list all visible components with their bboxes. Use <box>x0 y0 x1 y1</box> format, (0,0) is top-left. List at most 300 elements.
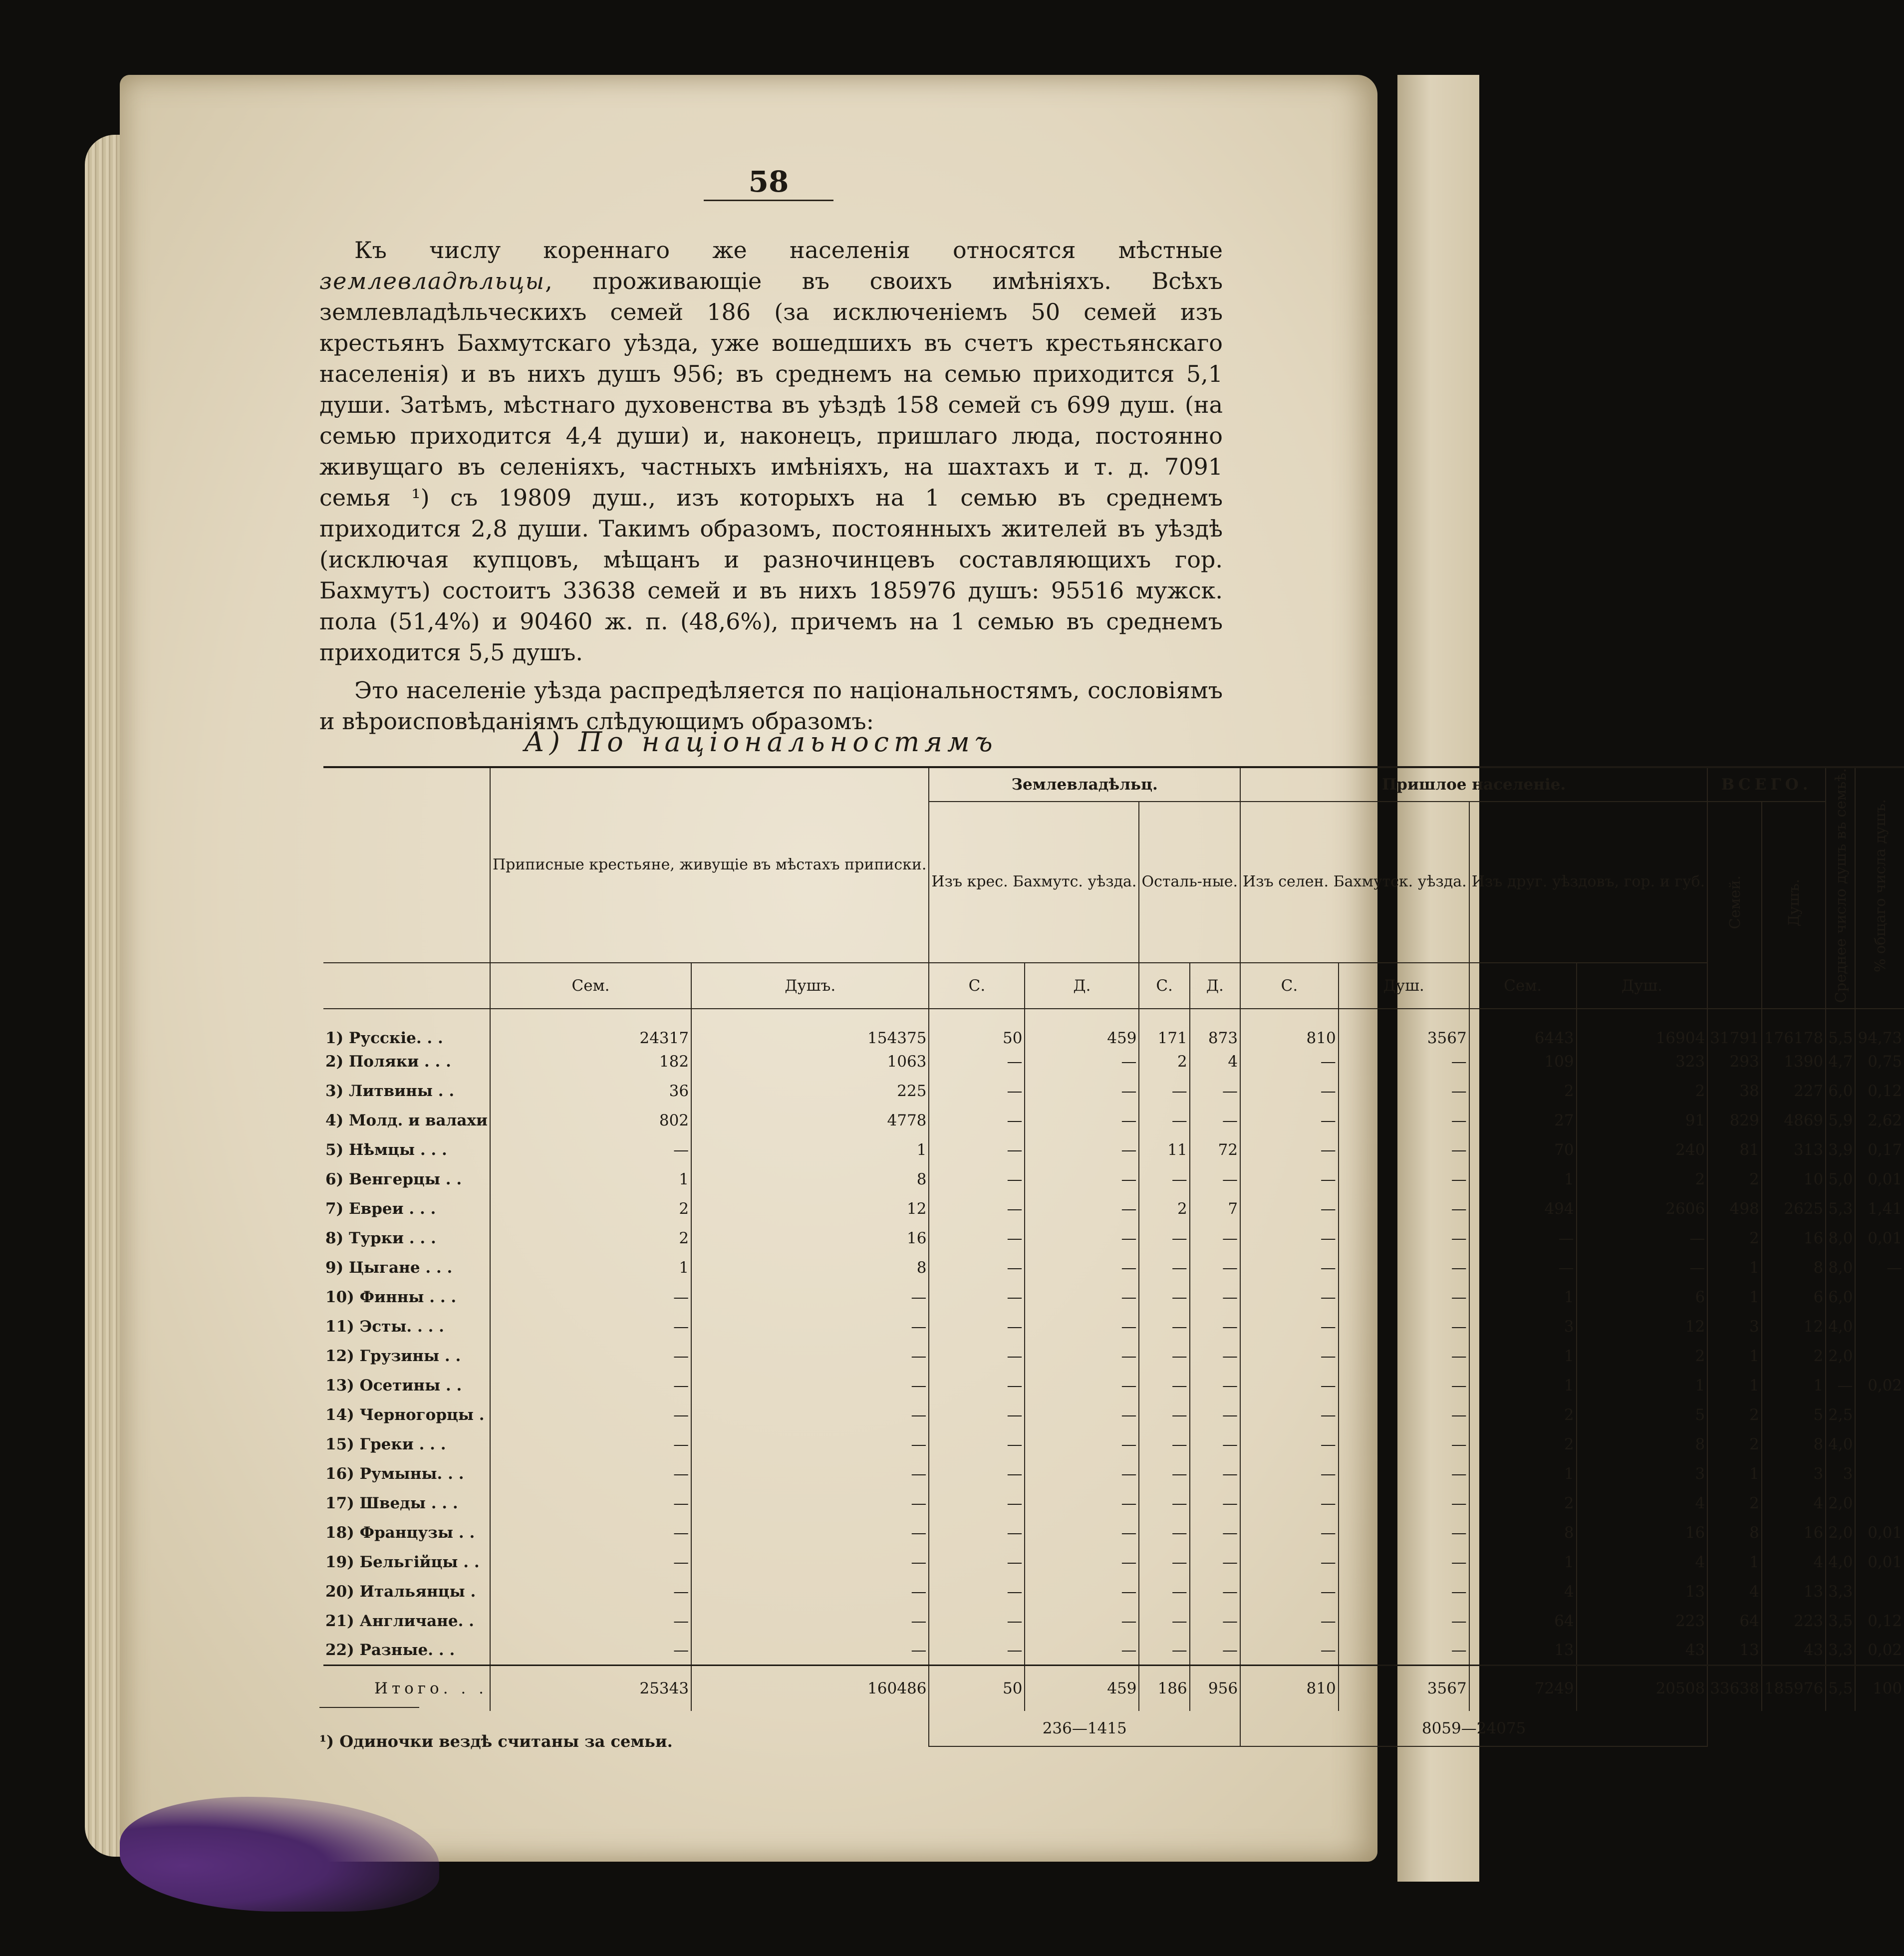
table-cell: — <box>1339 1135 1469 1165</box>
table-cell: 4 <box>1577 1489 1708 1518</box>
table-cell: — <box>1139 1459 1189 1489</box>
table-cell: 2 <box>1707 1165 1762 1194</box>
table-cell: — <box>1240 1194 1339 1224</box>
table-row <box>323 1430 1904 1459</box>
table-cell: — <box>1469 1224 1577 1253</box>
table-cell: — <box>1025 1312 1139 1342</box>
table-cell: 12 <box>1762 1312 1826 1342</box>
table-cell: — <box>1339 1342 1469 1371</box>
table-cell: — <box>929 1224 1025 1253</box>
table-cell: — <box>1855 1253 1904 1283</box>
table-cell <box>1855 1430 1904 1459</box>
table-cell: — <box>929 1106 1025 1135</box>
table-cell: — <box>490 1283 691 1312</box>
table-cell: 0,02 <box>1855 1371 1904 1400</box>
table-cell: 1063 <box>691 1047 929 1077</box>
table-cell: 1 <box>1469 1342 1577 1371</box>
table-cell: 1 <box>1577 1371 1708 1400</box>
table-cell: — <box>1190 1224 1240 1253</box>
table-cell: — <box>1339 1194 1469 1224</box>
table-cell: 2 <box>490 1194 691 1224</box>
table-cell: 50 <box>929 1009 1025 1047</box>
table-cell: 70 <box>1469 1135 1577 1165</box>
table-cell: — <box>1240 1135 1339 1165</box>
table-cell: 313 <box>1762 1135 1826 1165</box>
total-cell: 810 <box>1240 1666 1339 1711</box>
table-cell: 24317 <box>490 1009 691 1047</box>
total-cell: 459 <box>1025 1666 1139 1711</box>
table-cell: — <box>1139 1636 1189 1666</box>
table-cell <box>1855 1283 1904 1312</box>
table-cell: — <box>1339 1283 1469 1312</box>
table-cell: 4 <box>1190 1047 1240 1077</box>
table-cell: — <box>490 1577 691 1607</box>
table-cell: — <box>1339 1518 1469 1548</box>
table-cell: 13 <box>1707 1636 1762 1666</box>
table-cell: — <box>1139 1283 1189 1312</box>
table-cell: — <box>1339 1459 1469 1489</box>
table-cell: — <box>1190 1077 1240 1106</box>
table-cell: — <box>1339 1224 1469 1253</box>
table-row <box>323 1371 1904 1400</box>
table-cell: 38 <box>1707 1077 1762 1106</box>
nationality-name: 9) Цыгане . . . <box>325 1259 453 1277</box>
table-cell: — <box>1139 1312 1189 1342</box>
table-cell: 2625 <box>1762 1194 1826 1224</box>
header-z2-s: С. <box>1139 963 1189 1009</box>
table-cell: 176178 <box>1762 1009 1826 1047</box>
table-cell: 182 <box>490 1047 691 1077</box>
table-cell: — <box>1577 1253 1708 1283</box>
table-cell: — <box>1339 1489 1469 1518</box>
table-cell: 4 <box>1707 1577 1762 1607</box>
table-cell: — <box>691 1371 929 1400</box>
table-row <box>323 1135 1904 1165</box>
table-cell: — <box>1025 1342 1139 1371</box>
table-cell: 3,3 <box>1826 1577 1855 1607</box>
table-cell: — <box>490 1459 691 1489</box>
table-cell: — <box>1139 1165 1189 1194</box>
table-cell <box>1855 1342 1904 1371</box>
table-cell: 16 <box>691 1224 929 1253</box>
table-cell: — <box>929 1636 1025 1666</box>
table-cell: — <box>1240 1077 1339 1106</box>
nationality-name: 3) Литвины . . <box>325 1082 455 1100</box>
table-cell: — <box>691 1400 929 1430</box>
header-iz-selen: Изъ селен. Бахмутск. уѣзда. <box>1240 802 1469 963</box>
table-row <box>323 1577 1904 1607</box>
table-cell: — <box>1240 1459 1339 1489</box>
table-cell: — <box>1025 1400 1139 1430</box>
table-cell <box>1855 1577 1904 1607</box>
total-label: Итого. . . <box>323 1666 490 1711</box>
table-cell: — <box>490 1430 691 1459</box>
table-cell: 2 <box>1707 1430 1762 1459</box>
table-cell: 10 <box>1762 1165 1826 1194</box>
table-cell: 498 <box>1707 1194 1762 1224</box>
header-p1-dush: Душ. <box>1339 963 1469 1009</box>
table-cell: 5,5 <box>1826 1009 1855 1047</box>
table-row <box>323 1009 1904 1047</box>
nationality-name: 14) Черногорцы . <box>325 1406 485 1424</box>
table-cell: 4869 <box>1762 1106 1826 1135</box>
table-cell: — <box>1339 1430 1469 1459</box>
table-cell: 2 <box>1139 1194 1189 1224</box>
table-cell: 16904 <box>1577 1009 1708 1047</box>
table-cell: — <box>1025 1636 1139 1666</box>
header-zemlevl: Землевладѣльц. <box>929 767 1240 802</box>
header-ostal: Осталь-ные. <box>1139 802 1240 963</box>
header-p2-sem: Сем. <box>1469 963 1577 1009</box>
table-cell: — <box>1339 1577 1469 1607</box>
table-cell: 1 <box>1707 1342 1762 1371</box>
table-cell: 3 <box>1762 1459 1826 1489</box>
table-cell: 8 <box>1762 1430 1826 1459</box>
table-cell: — <box>1025 1371 1139 1400</box>
total-cell: 100 <box>1855 1666 1904 1711</box>
table-cell: 2 <box>1577 1077 1708 1106</box>
table-cell: — <box>1339 1371 1469 1400</box>
table-row <box>323 1342 1904 1371</box>
table-cell: 1 <box>490 1165 691 1194</box>
table-cell: — <box>1190 1253 1240 1283</box>
table-row <box>323 1077 1904 1106</box>
table-cell: — <box>1190 1636 1240 1666</box>
table-cell: 225 <box>691 1077 929 1106</box>
table-row <box>323 1047 1904 1077</box>
table-cell: — <box>929 1194 1025 1224</box>
nationality-name: 8) Турки . . . <box>325 1229 436 1247</box>
total-cell: 185976 <box>1762 1666 1826 1711</box>
table-cell: 3,3 <box>1826 1636 1855 1666</box>
footnote: ¹) Одиночки вездѣ считаны за семьи. <box>319 1732 673 1751</box>
nationality-name: 1) Русскіе. . . <box>325 1029 443 1047</box>
table-cell: 1390 <box>1762 1047 1826 1077</box>
table-cell: 64 <box>1469 1607 1577 1636</box>
nationality-name: 4) Молд. и валахи <box>325 1112 488 1129</box>
table-cell: — <box>1240 1253 1339 1283</box>
table-cell: — <box>1240 1636 1339 1666</box>
table-cell: — <box>1190 1312 1240 1342</box>
table-cell: — <box>1240 1607 1339 1636</box>
table-cell: — <box>691 1518 929 1548</box>
table-cell: — <box>1025 1548 1139 1577</box>
table-cell: — <box>929 1165 1025 1194</box>
table-cell: 31791 <box>1707 1009 1762 1047</box>
total-cell: 20508 <box>1577 1666 1708 1711</box>
header-avg-text: Среднее число душъ въ семьѣ. <box>1832 768 1849 1003</box>
table-body <box>323 1009 1904 1666</box>
table-cell: 27 <box>1469 1106 1577 1135</box>
table-cell: — <box>1139 1224 1189 1253</box>
table-cell: 0,17 <box>1855 1135 1904 1165</box>
table-cell: — <box>691 1430 929 1459</box>
table-cell: — <box>1190 1106 1240 1135</box>
table-cell: 0,75 <box>1855 1047 1904 1077</box>
table-cell: 2 <box>490 1224 691 1253</box>
table-cell: — <box>929 1518 1025 1548</box>
table-cell: — <box>1240 1489 1339 1518</box>
header-dush-total <box>1762 802 1826 1009</box>
table-cell: — <box>691 1342 929 1371</box>
table-cell: — <box>1025 1459 1139 1489</box>
table-cell: — <box>1025 1077 1139 1106</box>
table-row <box>323 1607 1904 1636</box>
table-cell: — <box>1826 1371 1855 1400</box>
table-cell: — <box>490 1342 691 1371</box>
table-cell: 1 <box>1469 1283 1577 1312</box>
table-cell: 4778 <box>691 1106 929 1135</box>
table-cell: — <box>1190 1577 1240 1607</box>
table-cell: 2 <box>1707 1224 1762 1253</box>
table-cell: — <box>1339 1047 1469 1077</box>
table-cell: 0,01 <box>1855 1518 1904 1548</box>
table-cell: 1 <box>1707 1371 1762 1400</box>
table-cell: — <box>929 1400 1025 1430</box>
table-cell: — <box>1577 1224 1708 1253</box>
table-cell: 1 <box>1469 1371 1577 1400</box>
table-cell: — <box>1339 1548 1469 1577</box>
header-pripisnye: Приписные крестьяне, живущіе въ мѣстахъ приписки. <box>490 767 929 963</box>
table-cell: 240 <box>1577 1135 1708 1165</box>
header-p2-dush: Душ. <box>1577 963 1708 1009</box>
paragraph-1-rest: , проживающіе въ своихъ имѣніяхъ. Всѣхъ землевладѣльческихъ семей 186 (за исключеніемъ 50 семей изъ крестьянъ Бахмутскаго уѣзда, уже вошедшихъ въ счетъ крестьянскаго населенія) и въ нихъ душъ 956; въ среднемъ на семью приходится 5,1 души. Затѣмъ, мѣстнаго духовенства въ уѣздѣ 158 семей съ 699 душ. (на семью приходится 4,4 души) и, наконецъ, пришлаго люда, постоянно живущаго въ селеніяхъ, частныхъ имѣніяхъ, на шахтахъ и т. д. 7091 семья ¹) съ 19809 душ., изъ которыхъ на 1 семью въ среднемъ приходится 2,8 души. Такимъ образомъ, постоянныхъ жителей въ уѣздѣ (исключая купцовъ, мѣщанъ и разночинцевъ составляющихъ гор. Бахмутъ) состоитъ 33638 семей и въ нихъ 185976 душъ: 95516 мужск. пола (51,4%) и 90460 ж. п. (48,6%), причемъ на 1 семью въ среднемъ приходится 5,5 душъ. <box>319 268 1223 666</box>
table-cell: 2,5 <box>1826 1400 1855 1430</box>
header-z1-d: Д. <box>1025 963 1139 1009</box>
body-text <box>319 235 1223 744</box>
total-cell: 7249 <box>1469 1666 1577 1711</box>
table-cell: 12 <box>691 1194 929 1224</box>
table-cell: — <box>1190 1371 1240 1400</box>
table-cell: — <box>490 1371 691 1400</box>
table-cell: — <box>1240 1283 1339 1312</box>
table-cell: — <box>1139 1489 1189 1518</box>
table-cell: 4,0 <box>1826 1312 1855 1342</box>
table-cell: — <box>1025 1489 1139 1518</box>
total-row <box>323 1666 1904 1711</box>
table-cell: — <box>1139 1607 1189 1636</box>
table-cell: 1 <box>1469 1548 1577 1577</box>
table-cell: 8,0 <box>1826 1253 1855 1283</box>
footnote-rule <box>319 1707 419 1708</box>
nationality-name: 19) Бельгійцы . . <box>325 1553 480 1571</box>
table-cell: 11 <box>1139 1135 1189 1165</box>
subtotal-zemlevl: 236—1415 <box>929 1711 1240 1746</box>
table-cell: 81 <box>1707 1135 1762 1165</box>
table-cell: 5 <box>1577 1400 1708 1430</box>
table-cell: — <box>1190 1489 1240 1518</box>
subtotal-prishloe: 8059—24075 <box>1240 1711 1707 1746</box>
table-title: А) По національностямъ <box>524 726 998 758</box>
table-cell: — <box>1240 1518 1339 1548</box>
table-cell: 0,02 <box>1855 1636 1904 1666</box>
table-cell: 4 <box>1577 1548 1708 1577</box>
table-cell: 6 <box>1577 1283 1708 1312</box>
table-row <box>323 1518 1904 1548</box>
table-cell: — <box>691 1548 929 1577</box>
nationality-table-wrap <box>323 766 1903 1747</box>
table-cell: — <box>1139 1342 1189 1371</box>
table-cell: — <box>1139 1106 1189 1135</box>
nationality-name: 21) Англичане. . <box>325 1612 474 1630</box>
table-cell: — <box>1025 1253 1139 1283</box>
table-cell: — <box>929 1489 1025 1518</box>
table-cell: 5,3 <box>1826 1194 1855 1224</box>
total-cell: 33638 <box>1707 1666 1762 1711</box>
table-cell: 6,0 <box>1826 1283 1855 1312</box>
table-cell: — <box>1139 1430 1189 1459</box>
header-pct-text: % общаго числа душъ. <box>1871 799 1889 972</box>
table-row <box>323 1636 1904 1666</box>
table-cell: 8 <box>1577 1430 1708 1459</box>
table-cell: 873 <box>1190 1009 1240 1047</box>
header-prishloe: Пришлое населеніе. <box>1240 767 1707 802</box>
header-z1-s: С. <box>929 963 1025 1009</box>
table-cell: 2 <box>1707 1489 1762 1518</box>
nationality-name: 7) Евреи . . . <box>325 1200 436 1218</box>
table-cell: — <box>1025 1194 1139 1224</box>
table-cell: 2 <box>1139 1047 1189 1077</box>
table-row <box>323 1165 1904 1194</box>
table-cell: 1,41 <box>1855 1194 1904 1224</box>
paragraph-1-start: Къ числу кореннаго же населенія относятся мѣстные <box>354 237 1223 264</box>
table-cell: — <box>929 1548 1025 1577</box>
table-cell: 1 <box>691 1135 929 1165</box>
table-cell: — <box>1240 1577 1339 1607</box>
nationality-table <box>323 766 1904 1747</box>
header-vsego: ВСЕГО. <box>1707 767 1826 802</box>
table-cell: — <box>1240 1400 1339 1430</box>
table-cell: 1 <box>1469 1459 1577 1489</box>
total-cell: 5,5 <box>1826 1666 1855 1711</box>
table-cell: 2,0 <box>1826 1342 1855 1371</box>
nationality-name: 17) Шведы . . . <box>325 1494 458 1512</box>
header-z2-d: Д. <box>1190 963 1240 1009</box>
table-cell: 8 <box>691 1253 929 1283</box>
table-cell: — <box>490 1548 691 1577</box>
header-sem: Сем. <box>490 963 691 1009</box>
table-cell: — <box>1240 1165 1339 1194</box>
table-cell: 4 <box>1762 1548 1826 1577</box>
table-row <box>323 1283 1904 1312</box>
table-row <box>323 1106 1904 1135</box>
table-row <box>323 1459 1904 1489</box>
table-cell: — <box>929 1135 1025 1165</box>
table-cell: — <box>1025 1224 1139 1253</box>
table-cell: 2,62 <box>1855 1106 1904 1135</box>
table-cell: 1 <box>1707 1253 1762 1283</box>
table-cell: 12 <box>1577 1312 1708 1342</box>
table-cell: — <box>1190 1283 1240 1312</box>
table-cell: 223 <box>1577 1607 1708 1636</box>
header-dush-total-text: Душъ. <box>1785 878 1802 926</box>
table-cell: 0,01 <box>1855 1165 1904 1194</box>
table-cell: 13 <box>1762 1577 1826 1607</box>
table-cell <box>1855 1400 1904 1430</box>
table-cell: 3 <box>1577 1459 1708 1489</box>
table-cell: — <box>929 1459 1025 1489</box>
table-cell: — <box>1190 1342 1240 1371</box>
table-cell: — <box>490 1489 691 1518</box>
table-cell: 2 <box>1707 1400 1762 1430</box>
nationality-name: 10) Финны . . . <box>325 1288 457 1306</box>
table-cell: — <box>490 1607 691 1636</box>
table-cell: 94,73 <box>1855 1009 1904 1047</box>
table-cell: 16 <box>1762 1224 1826 1253</box>
table-cell: — <box>1339 1253 1469 1283</box>
table-cell: 1 <box>490 1253 691 1283</box>
table-cell: 223 <box>1762 1607 1826 1636</box>
table-cell: 2,0 <box>1826 1518 1855 1548</box>
table-cell: 7 <box>1190 1194 1240 1224</box>
table-cell: 1 <box>1469 1165 1577 1194</box>
table-cell: 109 <box>1469 1047 1577 1077</box>
table-cell: 43 <box>1762 1636 1826 1666</box>
table-cell: — <box>1190 1430 1240 1459</box>
table-cell: — <box>929 1430 1025 1459</box>
nationality-name: 22) Разные. . . <box>325 1641 455 1660</box>
table-cell: — <box>691 1312 929 1342</box>
table-cell: 6 <box>1762 1283 1826 1312</box>
table-cell: 2 <box>1469 1489 1577 1518</box>
table-cell: — <box>1339 1077 1469 1106</box>
table-cell: 2606 <box>1577 1194 1708 1224</box>
table-cell: 0,12 <box>1855 1077 1904 1106</box>
table-cell: — <box>691 1489 929 1518</box>
table-cell: 2 <box>1469 1077 1577 1106</box>
table-cell: — <box>1190 1607 1240 1636</box>
table-cell: — <box>1240 1224 1339 1253</box>
header-avg <box>1826 767 1855 1009</box>
table-cell: — <box>1139 1400 1189 1430</box>
total-cell: 3567 <box>1339 1666 1469 1711</box>
table-cell: 810 <box>1240 1009 1339 1047</box>
table-cell: 1 <box>1707 1548 1762 1577</box>
nationality-name: 6) Венгерцы . . <box>325 1170 462 1188</box>
table-cell: 2 <box>1762 1342 1826 1371</box>
table-cell: 0,01 <box>1855 1224 1904 1253</box>
total-cell: 956 <box>1190 1666 1240 1711</box>
table-cell: 8,0 <box>1826 1224 1855 1253</box>
table-cell: — <box>1025 1135 1139 1165</box>
table-row <box>323 1224 1904 1253</box>
table-cell: — <box>1240 1047 1339 1077</box>
table-cell: 1 <box>1707 1283 1762 1312</box>
table-cell: — <box>1240 1342 1339 1371</box>
table-cell: 154375 <box>691 1009 929 1047</box>
table-cell: — <box>1240 1312 1339 1342</box>
total-cell: 50 <box>929 1666 1025 1711</box>
total-cell: 186 <box>1139 1666 1189 1711</box>
table-cell <box>1855 1489 1904 1518</box>
table-cell: 16 <box>1577 1518 1708 1548</box>
nationality-name: 15) Греки . . . <box>325 1435 446 1453</box>
table-cell: 171 <box>1139 1009 1189 1047</box>
table-cell: 13 <box>1469 1636 1577 1666</box>
table-cell: 8 <box>691 1165 929 1194</box>
table-cell: — <box>1469 1253 1577 1283</box>
table-cell: — <box>490 1518 691 1548</box>
table-cell: — <box>1139 1518 1189 1548</box>
table-cell: 4,0 <box>1826 1548 1855 1577</box>
table-cell: 4 <box>1762 1489 1826 1518</box>
table-cell: — <box>1339 1312 1469 1342</box>
header-pct <box>1855 767 1904 1009</box>
table-cell: — <box>490 1400 691 1430</box>
table-cell: — <box>929 1077 1025 1106</box>
nationality-name: 18) Французы . . <box>325 1524 475 1542</box>
nationality-name: 20) Итальянцы . <box>325 1583 476 1601</box>
